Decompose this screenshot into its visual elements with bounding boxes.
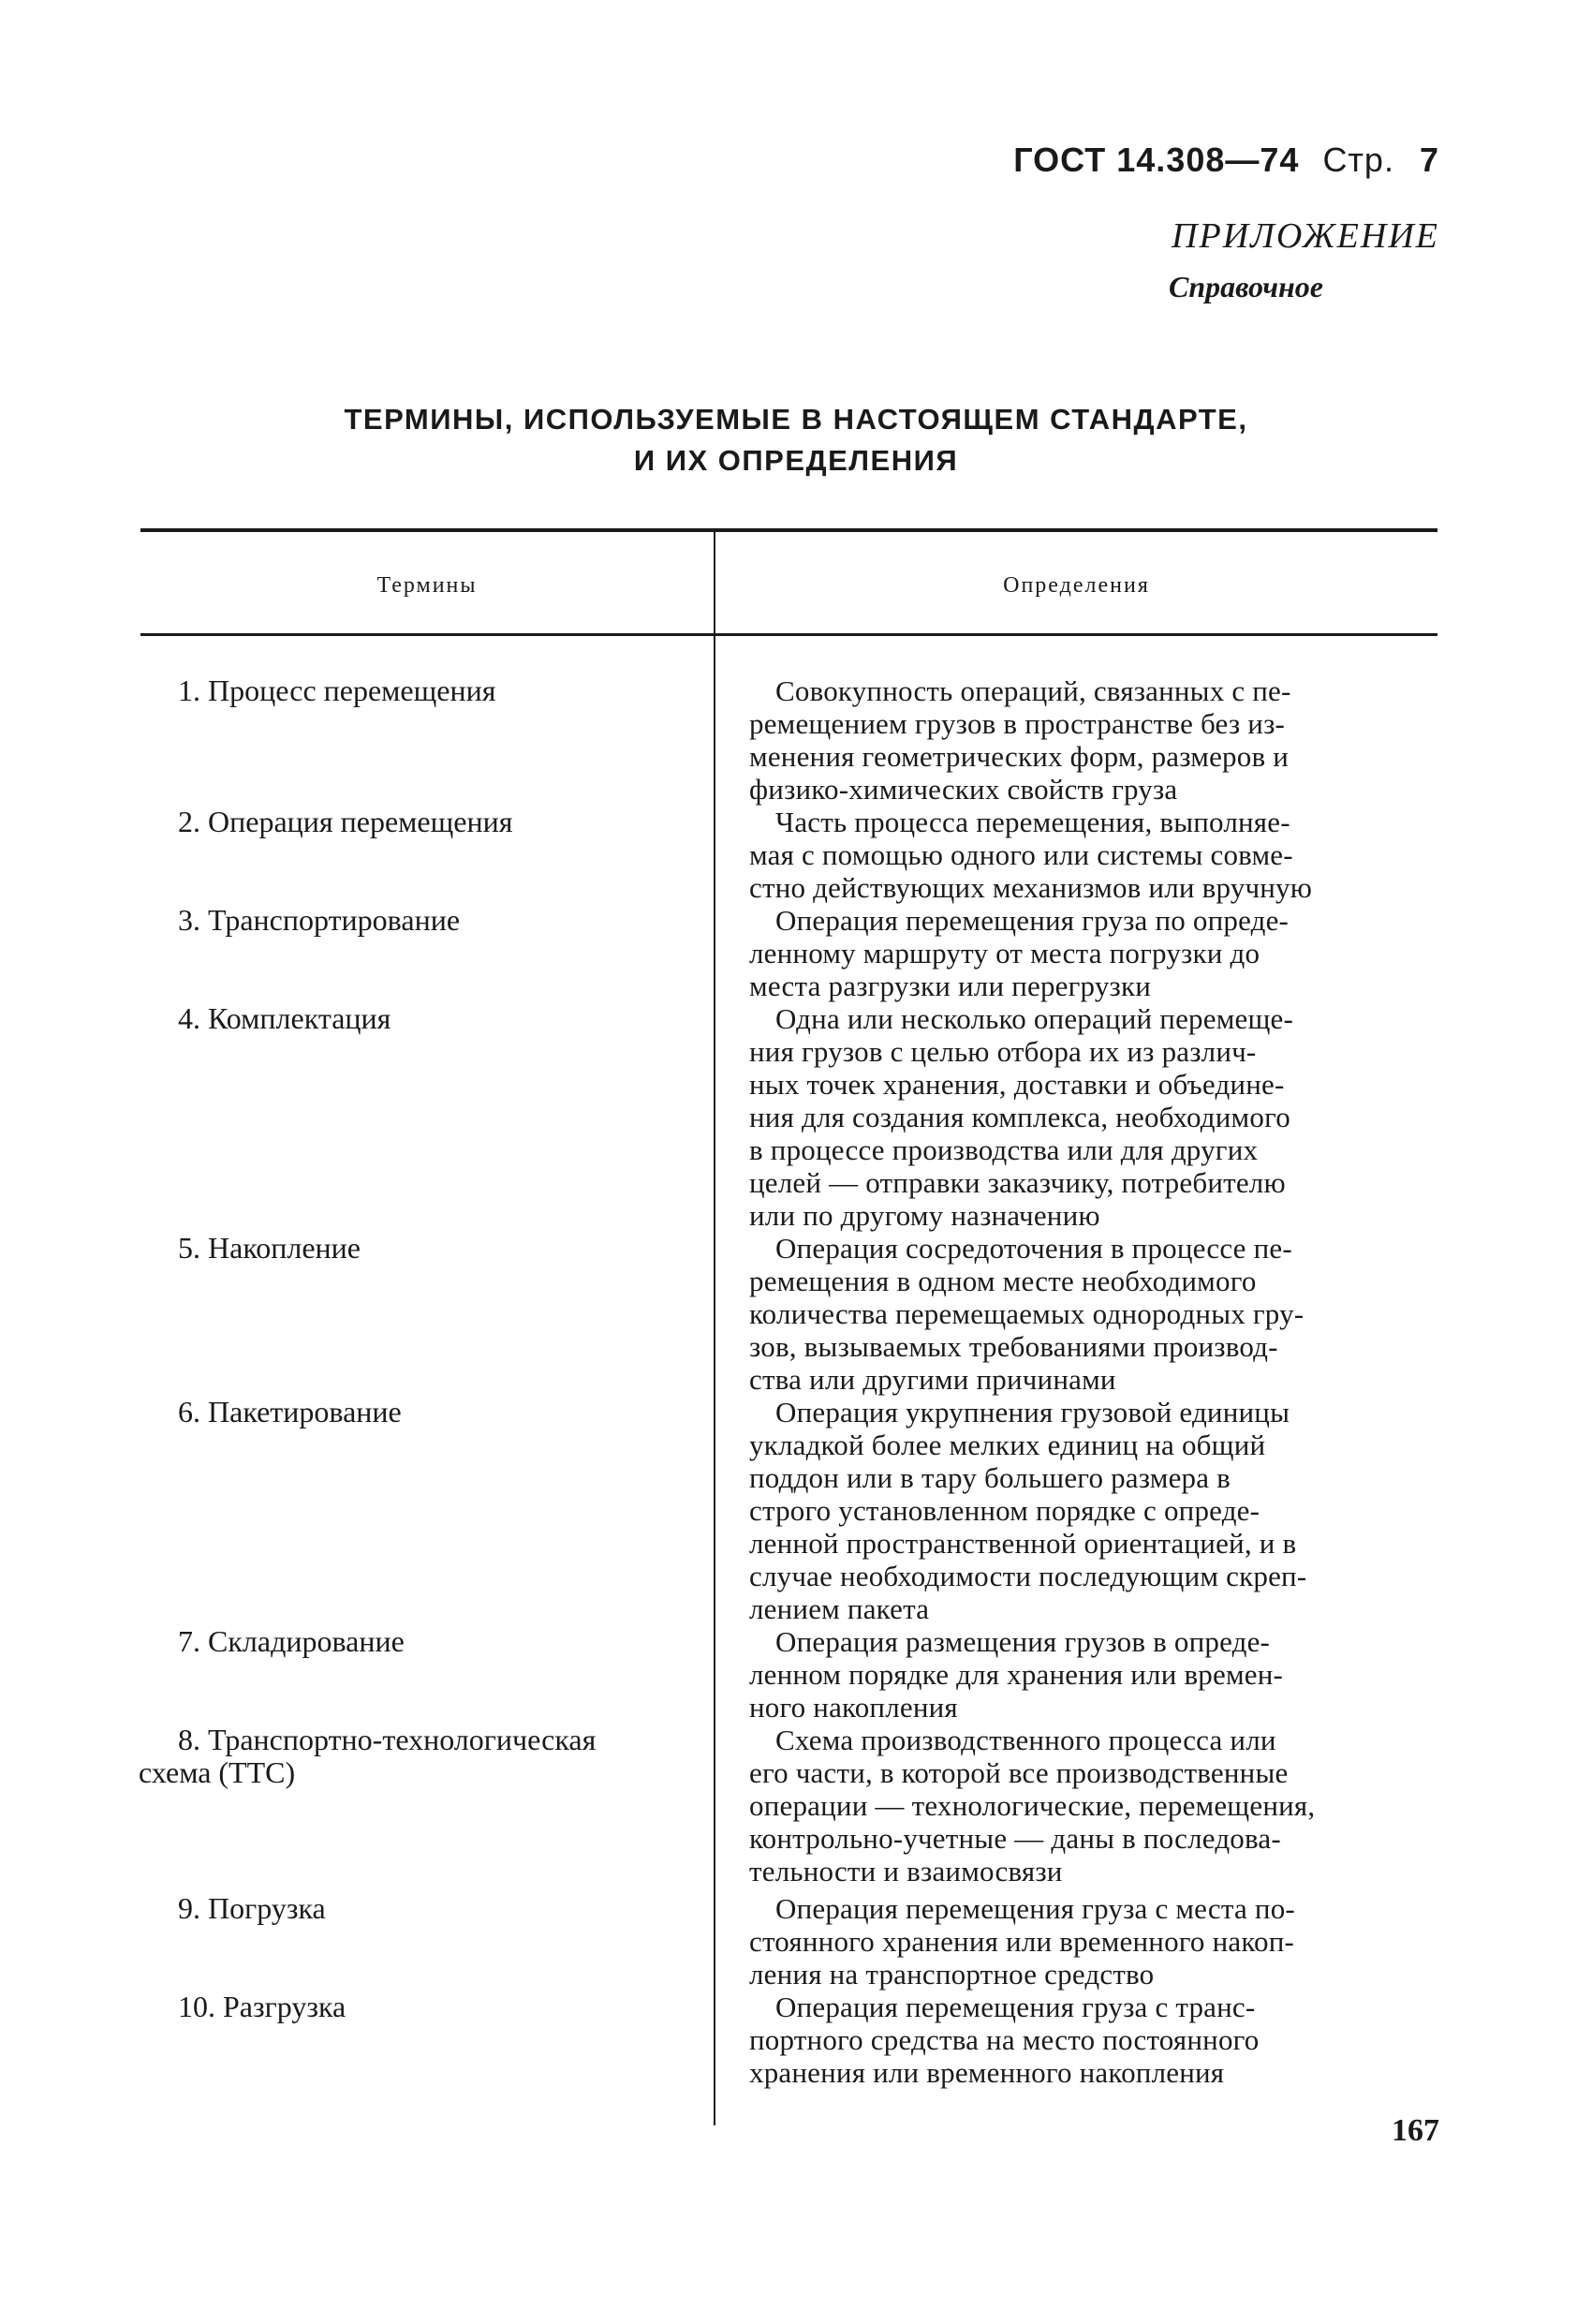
document-title-line-2: И ИХ ОПРЕДЕЛЕНИЯ: [633, 444, 959, 477]
definition-cell: Операция укрупнения грузовой единицы укладкой более мелких единиц на общий поддон или в тару большего размера в строго установленном порядке с опреде- ленной пространственной ориентацией, и в случае необходимости последующим скреп- лением пакета: [749, 1396, 1307, 1625]
term-cell: 7. Складирование: [178, 1624, 405, 1658]
definition-cell: Схема производственного процесса или его части, в которой все производственные операции — технологические, перемещения, контрольно-учетные — даны в последова- тельности и взаимосвязи: [749, 1724, 1316, 1887]
term-cell: 10. Разгрузка: [178, 1990, 346, 2023]
appendix-title: ПРИЛОЖЕНИЕ: [1172, 216, 1439, 256]
definition-cell: Операция сосредоточения в процессе пе- ремещения в одном месте необходимого количества перемещаемых однородных гру- зов, вызываемых требованиями производ- ства или другими причинами: [749, 1232, 1305, 1396]
document-title-line-1: ТЕРМИНЫ, ИСПОЛЬЗУЕМЫЕ В НАСТОЯЩЕМ СТАНДАРТЕ,: [344, 403, 1248, 436]
column-header-terms: Термины: [376, 573, 478, 598]
term-cell: 2. Операция перемещения: [178, 805, 513, 838]
definition-cell: Операция перемещения груза по опреде- ленному маршруту от места погрузки до места разгрузки или перегрузки: [749, 904, 1290, 1002]
term-cell: 8. Транспортно-технологическая схема (ТТС): [139, 1723, 597, 1789]
term-cell: 9. Погрузка: [178, 1891, 326, 1925]
term-cell: 4. Комплектация: [178, 1001, 391, 1035]
term-cell: 6. Пакетирование: [178, 1395, 402, 1428]
definition-cell: Операция перемещения груза с транс- портного средства на место постоянного хранения или временного накопления: [749, 1991, 1260, 2089]
table-top-rule: [140, 528, 1437, 532]
standard-code: ГОСТ 14.308—74: [1013, 141, 1300, 179]
table-header-rule: [140, 633, 1437, 636]
definition-cell: Одна или несколько операций перемеще- ния грузов с целью отбора их из различ- ных точек хранения, доставки и объедине- ния для создания комплекса, необходимого в процессе производства или для других целей — отправки заказчику, потребителю или по другому назначению: [749, 1002, 1294, 1232]
header-page-number: 7: [1419, 141, 1439, 179]
column-header-definitions: Определения: [1003, 573, 1150, 598]
table-body-divider: [714, 636, 715, 2125]
definition-cell: Операция перемещения груза с места по- стоянного хранения или временного накоп- ления на транспортное средство: [749, 1892, 1295, 1991]
page-label: Стр.: [1322, 141, 1394, 179]
definition-cell: Часть процесса перемещения, выполняе- мая с помощью одного или системы совме- стно действующих механизмов или вручную: [749, 806, 1313, 904]
definition-cell: Совокупность операций, связанных с пе- ремещением грузов в пространстве без из- менения геометрических форм, размеров и физико-химических свойств груза: [749, 674, 1291, 806]
term-cell: 1. Процесс перемещения: [178, 674, 496, 707]
page-number: 167: [1392, 2113, 1439, 2148]
running-header: [1013, 141, 1439, 180]
appendix-subtitle: Справочное: [1169, 270, 1323, 303]
definition-cell: Операция размещения грузов в опреде- ленном порядке для хранения или времен- ного накопления: [749, 1625, 1284, 1724]
term-cell: 5. Накопление: [178, 1231, 361, 1265]
term-cell: 3. Транспортирование: [178, 903, 461, 937]
